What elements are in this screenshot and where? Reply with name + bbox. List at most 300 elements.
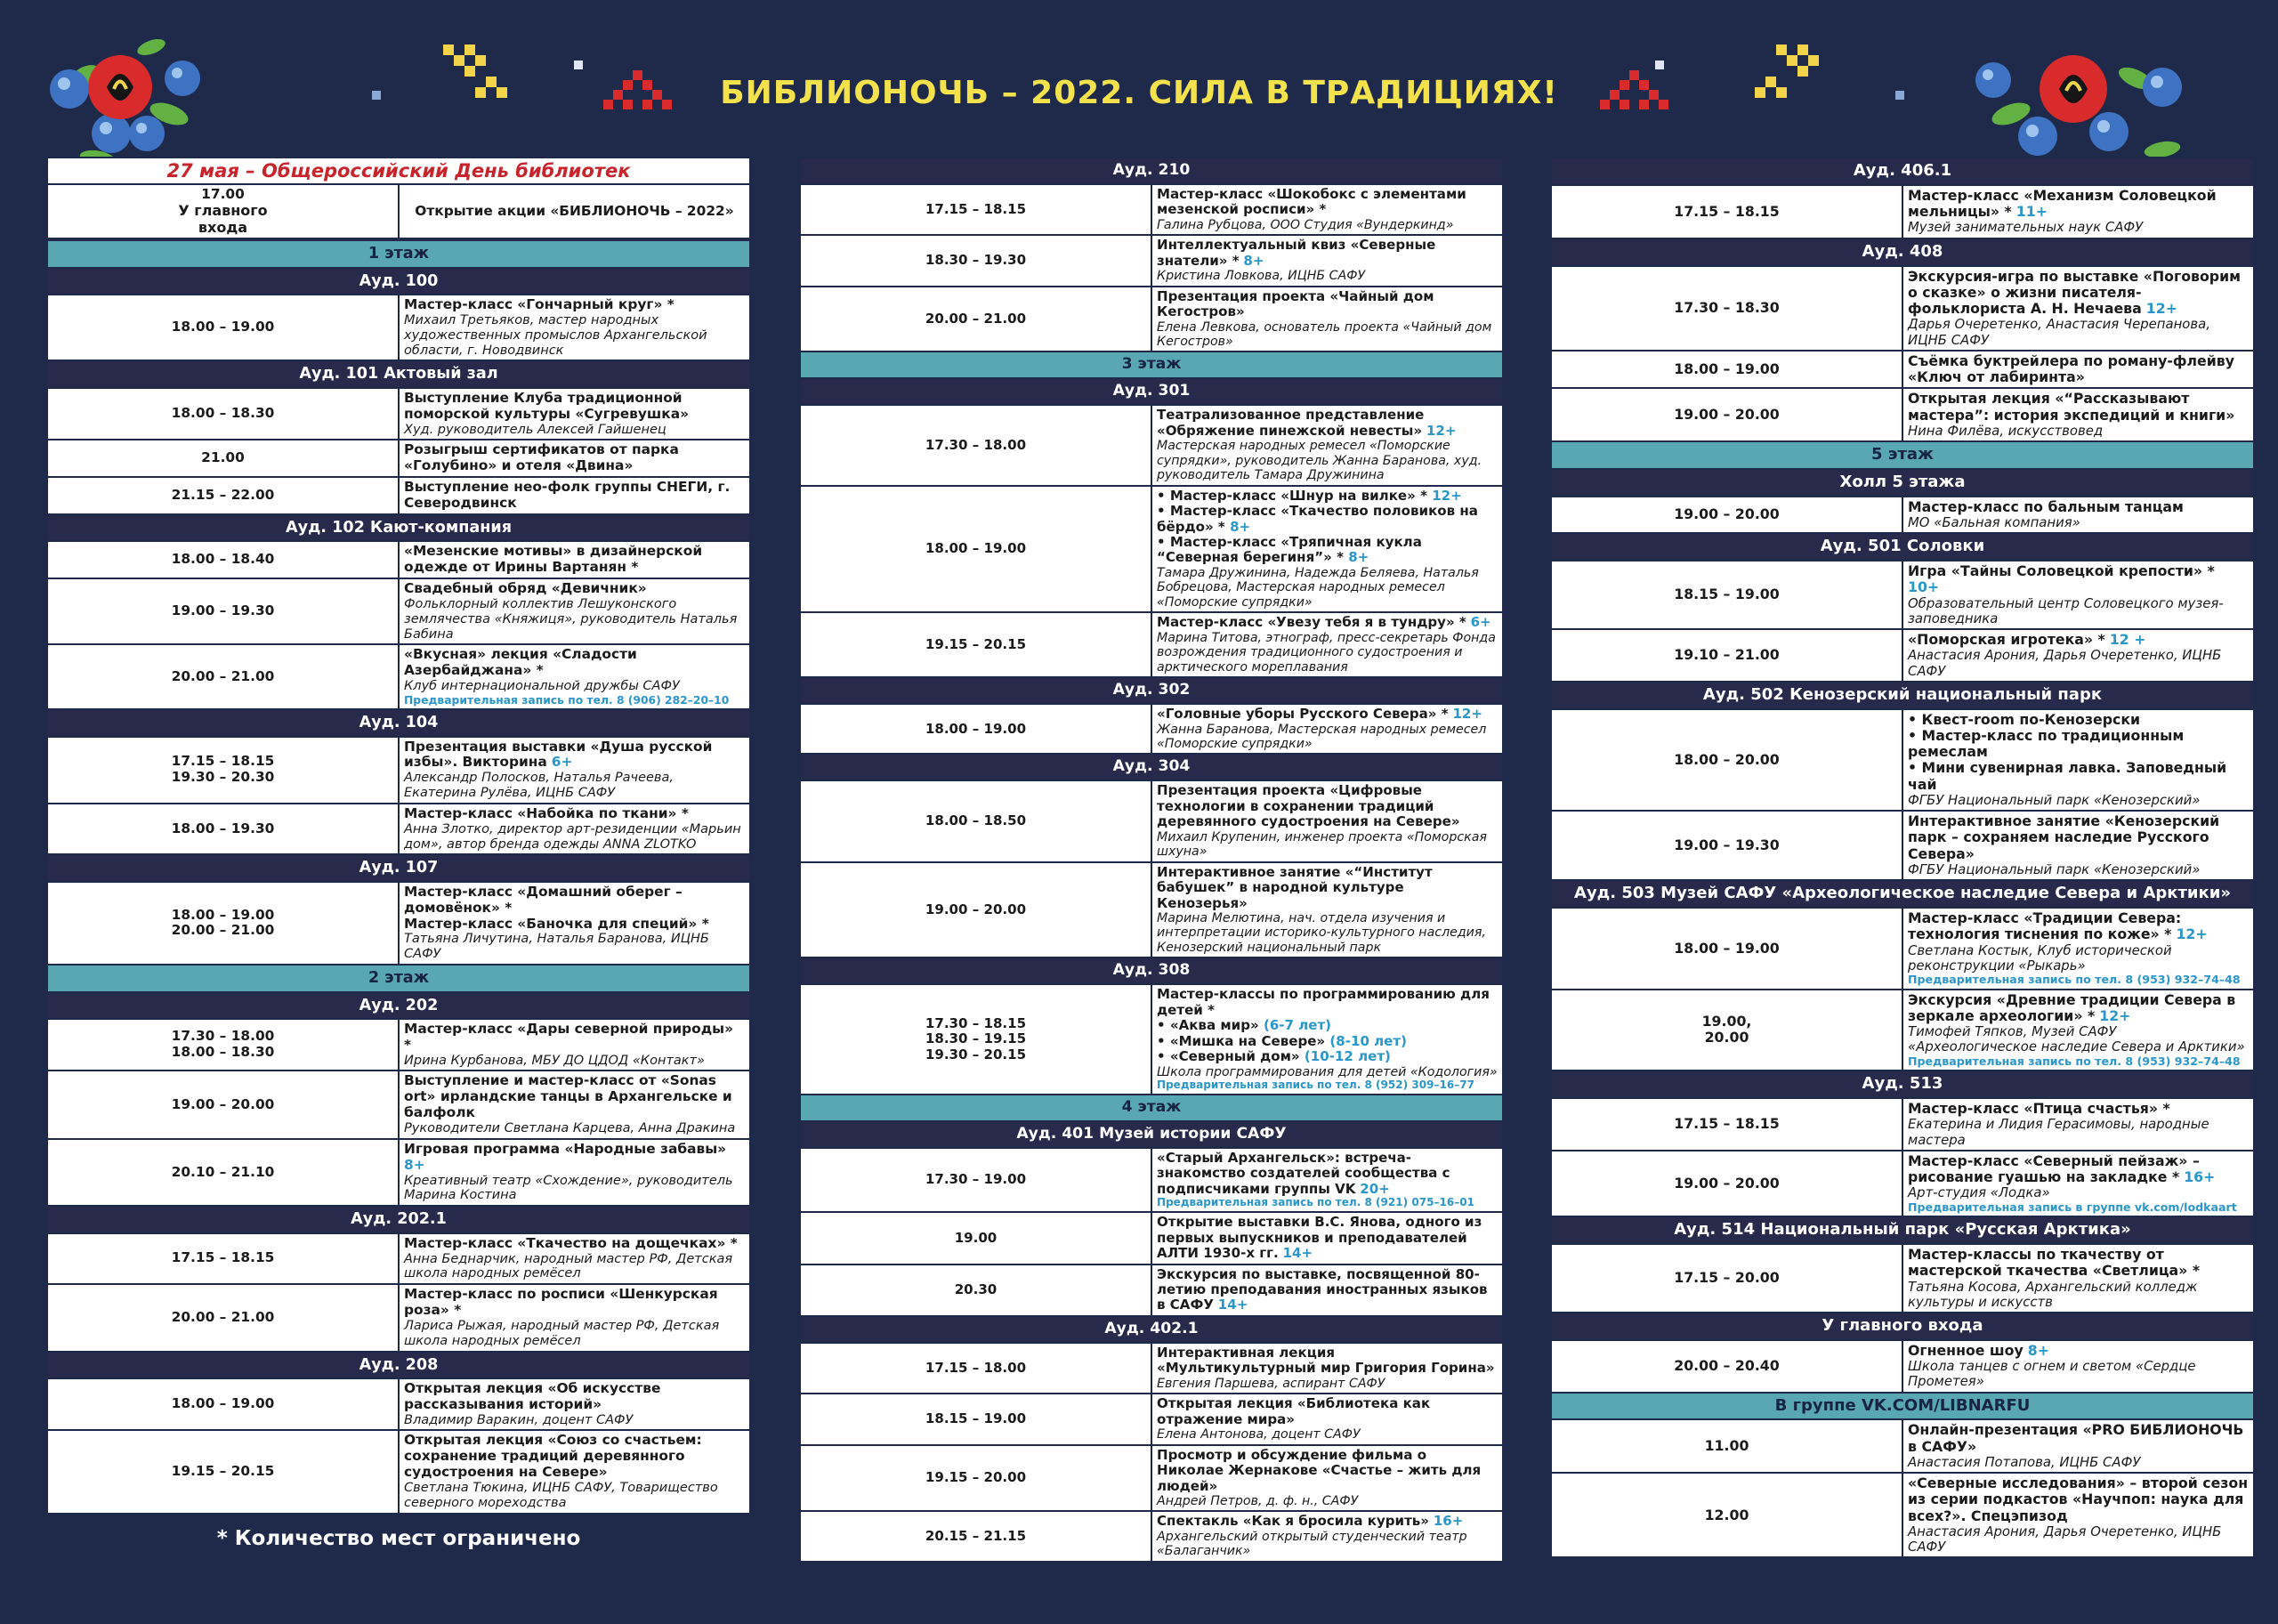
event-description bbox=[1151, 1212, 1503, 1264]
event-title: Открытие выставки В.С. Янова, одного из первых выпускников и преподавателей АЛТИ 1930-х гг. bbox=[1157, 1214, 1482, 1262]
event-list-item-text: • Мини сувенирная лавка. Заповедный чай bbox=[1908, 759, 2227, 793]
event-organizer: Лариса Рыжая, народный мастер РФ, Детская школа народных ремёсел bbox=[404, 1318, 720, 1348]
event-list-item bbox=[1157, 1018, 1498, 1033]
event-description bbox=[1151, 862, 1503, 958]
event-description bbox=[1151, 984, 1503, 1095]
opening-time-line: 17.00 bbox=[201, 186, 245, 203]
event-time: 19.00 – 20.00 bbox=[47, 1071, 399, 1138]
event-organizer: Светлана Тюкина, ИЦНБ САФУ, Товарищество северного мореходства bbox=[404, 1481, 718, 1510]
event-row bbox=[47, 1071, 750, 1138]
event-list-item-text: • Мастер-класс по традиционным ремеслам bbox=[1908, 726, 2185, 761]
room-header-row bbox=[47, 709, 750, 736]
event-row bbox=[1551, 1098, 2254, 1151]
event-row bbox=[1551, 990, 2254, 1071]
event-row bbox=[1551, 1473, 2254, 1557]
event-description bbox=[1902, 185, 2254, 238]
event-title: Мастер-класс по росписи «Шенкурская роза» * bbox=[404, 1286, 718, 1319]
age-badge: 8+ bbox=[404, 1156, 425, 1173]
event-organizer: Галина Рубцова, ООО Студия «Вундеркинд» bbox=[1157, 217, 1454, 232]
event-title: Театрализованное представление «Обряжение пинежской невесты» bbox=[1157, 407, 1425, 439]
page-title: БИБЛИОНОЧЬ – 2022. СИЛА В ТРАДИЦИЯХ! bbox=[720, 75, 1558, 111]
event-description bbox=[399, 1139, 750, 1206]
event-time: 18.00 – 18.40 bbox=[47, 541, 399, 578]
event-time: 17.30 – 18.30 bbox=[1551, 266, 1902, 351]
event-row bbox=[800, 984, 1503, 1095]
event-list-item-text: • Квест-room по-Кенозерски bbox=[1908, 710, 2141, 728]
event-row bbox=[800, 1148, 1503, 1212]
room-header-row bbox=[47, 854, 750, 881]
age-badge: 12+ bbox=[2176, 925, 2208, 943]
event-time: 21.00 bbox=[47, 440, 399, 477]
event-time: 18.00 – 19.00 bbox=[800, 704, 1151, 754]
event-time: 18.15 – 19.00 bbox=[1551, 561, 1902, 629]
event-description bbox=[399, 882, 750, 965]
event-organizer: Жанна Баранова, Мастерская народных ремесел «Поморские супрядки» bbox=[1157, 722, 1487, 751]
event-row bbox=[800, 780, 1503, 861]
event-title: Мастер-класс «Увезу тебя я в тундру» * bbox=[1157, 614, 1466, 631]
event-description bbox=[1902, 990, 2254, 1071]
age-badge: 8+ bbox=[2027, 1341, 2049, 1359]
age-badge: (10-12 лет) bbox=[1304, 1048, 1391, 1065]
event-title: Розыгрыш сертификатов от парка «Голубино» и отеля «Двина» bbox=[404, 441, 679, 474]
floor-header-row bbox=[1551, 1393, 2254, 1420]
event-title: Выступление и мастер-класс от «Sonas ort» ирландские танцы в Архангельске и балфолк bbox=[404, 1072, 732, 1121]
event-title: Мастер-классы по ткачеству от мастерской ткачества «Светлица» * bbox=[1908, 1246, 2201, 1280]
event-organizer: Школа программирования для детей «Кодология» bbox=[1157, 1064, 1498, 1079]
event-description bbox=[399, 1378, 750, 1431]
event-title: Интерактивное занятие «“Институт бабушек” в народной культуре Кенозерья» bbox=[1157, 863, 1433, 911]
registration-note: Предварительная запись по тел. 8 (921) 075–16–01 bbox=[1157, 1196, 1474, 1209]
event-list-item bbox=[1908, 760, 2249, 793]
event-description bbox=[1902, 629, 2254, 682]
event-description bbox=[1151, 780, 1503, 861]
age-badge: 20+ bbox=[1360, 1180, 1390, 1197]
event-title: «Старый Архангельск»: встреча-знакомство создателей сообщества с подписчиками группы VK bbox=[1157, 1149, 1450, 1197]
event-time: 19.00 – 20.00 bbox=[1551, 388, 1902, 441]
event-time: 19.00 – 20.00 bbox=[1551, 1151, 1902, 1216]
event-title: Онлайн-презентация «PRO БИБЛИОНОЧЬ в САФУ» bbox=[1908, 1421, 2244, 1455]
event-title: Выступление нео-фолк группы СНЕГИ, г. Северодвинск bbox=[404, 479, 731, 511]
event-description bbox=[1151, 235, 1503, 286]
room-header-row bbox=[800, 677, 1503, 704]
event-time: 19.10 – 21.00 bbox=[1551, 629, 1902, 682]
age-badge: 8+ bbox=[1230, 518, 1251, 535]
event-row bbox=[800, 405, 1503, 485]
event-row bbox=[1551, 629, 2254, 682]
event-time: 19.15 – 20.15 bbox=[47, 1430, 399, 1513]
opening-event: Открытие акции «БИБЛИОНОЧЬ – 2022» bbox=[399, 184, 750, 238]
event-title: Экскурсия по выставке, посвященной 80-летию преподавания иностранных языков в САФУ bbox=[1157, 1265, 1488, 1313]
event-list-item bbox=[1157, 535, 1498, 566]
event-time: 17.15 – 18.15 19.30 – 20.30 bbox=[47, 737, 399, 804]
event-description bbox=[1902, 1151, 2254, 1216]
event-time: 17.15 – 18.15 bbox=[800, 184, 1151, 235]
event-description bbox=[399, 644, 750, 709]
floor-header: 3 этаж bbox=[800, 351, 1503, 378]
room-header-row bbox=[1551, 158, 2254, 185]
event-organizer: Елена Левкова, основатель проекта «Чайный дом Кегостров» bbox=[1157, 319, 1492, 350]
age-badge: 8+ bbox=[1348, 549, 1369, 566]
age-badge: 8+ bbox=[1243, 252, 1264, 269]
event-row bbox=[800, 1445, 1503, 1512]
event-description bbox=[1902, 351, 2254, 389]
event-description bbox=[399, 1430, 750, 1513]
event-list-item-text: • Мастер-класс «Шнур на вилке» * bbox=[1157, 487, 1427, 504]
event-organizer: Ирина Курбанова, МБУ ДО ЦДОД «Контакт» bbox=[404, 1053, 705, 1068]
event-list-item bbox=[1157, 504, 1498, 535]
event-organizer: Марина Мелютина, нач. отдела изучения и интерпретации историко-культурного наследия, Кенозерский национальный парк bbox=[1157, 910, 1486, 955]
room-header: Ауд. 406.1 bbox=[1551, 158, 2254, 185]
event-organizer: ФГБУ Национальный парк «Кенозерский» bbox=[1908, 861, 2201, 878]
event-row bbox=[1551, 1244, 2254, 1313]
room-header-row bbox=[1551, 238, 2254, 266]
event-time: 21.15 – 22.00 bbox=[47, 477, 399, 514]
event-description bbox=[1151, 1445, 1503, 1512]
event-row bbox=[800, 612, 1503, 677]
event-list-item bbox=[1157, 1034, 1498, 1049]
event-time: 17.15 – 18.15 bbox=[47, 1233, 399, 1285]
event-description bbox=[399, 541, 750, 578]
age-badge: 12+ bbox=[2145, 300, 2177, 318]
age-badge: 6+ bbox=[1470, 614, 1491, 631]
room-header: Ауд. 100 bbox=[47, 268, 750, 295]
event-row bbox=[47, 440, 750, 477]
event-row bbox=[800, 1264, 1503, 1316]
event-organizer: МО «Бальная компания» bbox=[1908, 514, 2080, 531]
room-header-row bbox=[1551, 1313, 2254, 1340]
room-header-row bbox=[47, 268, 750, 295]
registration-note: Предварительная запись по тел. 8 (953) 932–74–48 bbox=[1908, 1054, 2241, 1068]
event-time: 20.00 – 21.00 bbox=[47, 644, 399, 709]
event-list-item bbox=[1157, 1049, 1498, 1064]
event-organizer: Креативный театр «Схождение», руководитель Марина Костина bbox=[404, 1173, 733, 1203]
event-row bbox=[47, 295, 750, 360]
event-description bbox=[1902, 709, 2254, 812]
event-row bbox=[47, 1139, 750, 1206]
room-header: Ауд. 102 Кают-компания bbox=[47, 514, 750, 541]
event-time: 19.00 – 20.00 bbox=[1551, 497, 1902, 533]
event-row bbox=[800, 1511, 1503, 1561]
room-header-row bbox=[47, 514, 750, 541]
event-time: 19.00 bbox=[800, 1212, 1151, 1264]
event-row bbox=[1551, 811, 2254, 880]
event-organizer: Музей занимательных наук САФУ bbox=[1908, 219, 2144, 236]
event-description bbox=[1902, 561, 2254, 629]
event-row bbox=[47, 388, 750, 440]
limited-seats-note: * Количество мест ограничено bbox=[216, 1526, 581, 1550]
floor-header: В группе VK.COM/LIBNARFU bbox=[1551, 1393, 2254, 1420]
room-header: Ауд. 308 bbox=[800, 957, 1503, 984]
age-badge: 6+ bbox=[551, 754, 573, 771]
event-description bbox=[399, 477, 750, 514]
age-badge: 12+ bbox=[1432, 487, 1462, 504]
room-header: Ауд. 210 bbox=[800, 158, 1503, 184]
event-title: «Северные исследования» – второй сезон из серии подкастов «Научпоп: наука для всех?». Спецэпизод bbox=[1908, 1475, 2249, 1524]
opening-time-line: У главного bbox=[178, 202, 268, 220]
event-title: Презентация проекта «Чайный дом Кегостров» bbox=[1157, 287, 1434, 320]
event-title: Открытая лекция «Союз со счастьем: сохранение традиций деревянного судостроения на Севере» bbox=[404, 1432, 702, 1481]
schedule-table bbox=[1550, 157, 2255, 1558]
room-header: Ауд. 514 Национальный парк «Русская Арктика» bbox=[1551, 1216, 2254, 1244]
event-title: Экскурсия-игра по выставке «Поговорим о сказке» о жизни писателя-фольклориста А. Н. Нечаева bbox=[1908, 267, 2241, 318]
event-title: Презентация проекта «Цифровые технологии в сохранении традиций деревянного судостроения на Севере» bbox=[1157, 782, 1460, 830]
room-header-row bbox=[47, 1206, 750, 1232]
age-badge: 12+ bbox=[2099, 1006, 2131, 1024]
event-time: 18.15 – 19.00 bbox=[800, 1394, 1151, 1444]
event-organizer: Андрей Петров, д. ф. н., САФУ bbox=[1157, 1493, 1359, 1508]
room-header: Ауд. 502 Кенозерский национальный парк bbox=[1551, 682, 2254, 709]
event-title: Открытая лекция «Библиотека как отражение мира» bbox=[1157, 1395, 1431, 1427]
event-time: 20.00 – 21.00 bbox=[800, 287, 1151, 352]
event-row bbox=[1551, 266, 2254, 351]
event-time: 17.30 – 18.00 bbox=[800, 405, 1151, 485]
event-list-item-text: • «Северный дом» bbox=[1157, 1048, 1300, 1065]
age-badge: 16+ bbox=[2184, 1168, 2216, 1186]
event-time: 17.30 – 19.00 bbox=[800, 1148, 1151, 1212]
event-row bbox=[800, 486, 1503, 613]
event-description bbox=[1151, 1394, 1503, 1444]
event-time: 19.00 – 19.30 bbox=[1551, 811, 1902, 880]
event-row bbox=[800, 704, 1503, 754]
event-organizer: Анастасия Арония, Дарья Очеретенко, ИЦНБ САФУ bbox=[1908, 647, 2222, 679]
age-badge: 12 + bbox=[2109, 631, 2146, 649]
event-row bbox=[800, 184, 1503, 235]
room-header: Ауд. 513 bbox=[1551, 1071, 2254, 1098]
room-header: У главного входа bbox=[1551, 1313, 2254, 1340]
schedule-column-3 bbox=[1550, 157, 2255, 1558]
event-row bbox=[47, 804, 750, 855]
event-title: Интерактивная лекция «Мультикультурный мир Григория Горина» bbox=[1157, 1344, 1495, 1377]
floor-header-row bbox=[1551, 441, 2254, 469]
event-organizer: Руководители Светлана Карцева, Анна Дракина bbox=[404, 1121, 736, 1136]
room-header: Ауд. 202.1 bbox=[47, 1206, 750, 1232]
event-time: 18.00 – 20.00 bbox=[1551, 709, 1902, 812]
event-organizer: Михаил Крупенин, инженер проекта «Поморская шхуна» bbox=[1157, 829, 1487, 860]
event-description bbox=[399, 388, 750, 440]
event-row bbox=[1551, 185, 2254, 238]
event-organizer: Михаил Третьяков, мастер народных художественных промыслов Архангельской области, г. Новодвинск bbox=[404, 312, 707, 358]
floor-header: 2 этаж bbox=[47, 965, 750, 991]
event-title: Мастер-классы по программированию для детей * bbox=[1157, 986, 1490, 1018]
event-time: 17.15 – 18.15 bbox=[1551, 1098, 1902, 1151]
event-row bbox=[47, 644, 750, 709]
room-header: Ауд. 101 Актовый зал bbox=[47, 360, 750, 387]
floor-header: 5 этаж bbox=[1551, 441, 2254, 469]
event-row bbox=[1551, 351, 2254, 389]
event-description bbox=[399, 1019, 750, 1071]
event-organizer: Мастерская народных ремесел «Поморские супрядки», руководитель Жанна Баранова, худ. руководитель Тамара Дружинина bbox=[1157, 439, 1482, 483]
event-description bbox=[1902, 1340, 2254, 1393]
event-title: Открытая лекция «Об искусстве рассказывания историй» bbox=[404, 1379, 661, 1412]
event-organizer: Школа танцев с огнем и светом «Сердце Прометея» bbox=[1908, 1358, 2196, 1390]
event-row bbox=[47, 541, 750, 578]
event-row bbox=[47, 1378, 750, 1431]
room-header-row bbox=[1551, 880, 2254, 908]
event-time: 20.00 – 20.40 bbox=[1551, 1340, 1902, 1393]
event-time: 20.00 – 21.00 bbox=[47, 1284, 399, 1351]
floor-header-row bbox=[47, 965, 750, 991]
event-organizer: Анастасия Потапова, ИЦНБ САФУ bbox=[1908, 1453, 2141, 1470]
event-organizer: Фольклорный коллектив Лешуконского землячества «Княжиця», руководитель Наталья Бабина bbox=[404, 596, 738, 642]
event-row bbox=[1551, 561, 2254, 629]
room-header-row bbox=[1551, 1071, 2254, 1098]
room-header-row bbox=[1551, 682, 2254, 709]
event-row bbox=[1551, 388, 2254, 441]
age-badge: 16+ bbox=[1433, 1513, 1464, 1530]
event-title: «Поморская игротека» * bbox=[1908, 631, 2105, 649]
event-organizer: Клуб интернациональной дружбы САФУ bbox=[404, 679, 680, 694]
event-row bbox=[47, 578, 750, 644]
event-title: Просмотр и обсуждение фильма о Николае Жернакове «Счастье – жить для людей» bbox=[1157, 1446, 1482, 1494]
event-list-item bbox=[1908, 728, 2249, 761]
event-description bbox=[399, 804, 750, 855]
event-title: Мастер-класс «Дары северной природы» * bbox=[404, 1020, 734, 1053]
event-row bbox=[800, 235, 1503, 286]
age-badge: 14+ bbox=[1282, 1245, 1313, 1262]
event-description bbox=[399, 440, 750, 477]
event-organizer: Елена Антонова, доцент САФУ bbox=[1157, 1427, 1361, 1442]
event-title: Мастер-класс «Традиции Севера: технология тиснения по коже» * bbox=[1908, 909, 2182, 943]
event-title: Экскурсия «Древние традиции Севера в зеркале археологии» * bbox=[1908, 990, 2236, 1024]
event-title: Мастер-класс по бальным танцам bbox=[1908, 497, 2184, 515]
room-header: Ауд. 208 bbox=[47, 1352, 750, 1378]
event-row bbox=[47, 1284, 750, 1351]
floor-header: 4 этаж bbox=[800, 1095, 1503, 1121]
room-header-row bbox=[1551, 1216, 2254, 1244]
event-title: Мастер-класс «Механизм Соловецкой мельницы» * bbox=[1908, 186, 2217, 221]
room-header-row bbox=[1551, 533, 2254, 561]
floor-header: 1 этаж bbox=[47, 240, 750, 267]
room-header: Ауд. 503 Музей САФУ «Археологическое наследие Севера и Арктики» bbox=[1551, 880, 2254, 908]
event-title: Мастер-класс «Ткачество на дощечках» * bbox=[404, 1234, 738, 1251]
room-header-row bbox=[800, 1121, 1503, 1148]
event-row bbox=[800, 1343, 1503, 1394]
event-time: 18.00 – 19.00 bbox=[800, 486, 1151, 613]
event-row bbox=[800, 1394, 1503, 1444]
event-organizer: Худ. руководитель Алексей Гайшенец bbox=[404, 422, 666, 437]
event-organizer: ФГБУ Национальный парк «Кенозерский» bbox=[1908, 792, 2201, 808]
event-list-item-text: • Мастер-класс «Тряпичная кукла “Северная берегиня”» * bbox=[1157, 534, 1422, 566]
room-header-row bbox=[47, 1352, 750, 1378]
event-time: 11.00 bbox=[1551, 1419, 1902, 1473]
room-header: Ауд. 107 bbox=[47, 854, 750, 881]
event-organizer: Марина Титова, этнограф, пресс-секретарь Фонда возрождения традиционного судостроения и арктического мореплавания bbox=[1157, 630, 1496, 675]
event-time: 17.15 – 18.00 bbox=[800, 1343, 1151, 1394]
event-time: 18.00 – 19.00 bbox=[1551, 351, 1902, 389]
event-description bbox=[1151, 486, 1503, 613]
room-header: Ауд. 402.1 bbox=[800, 1316, 1503, 1343]
event-title: Мастер-класс «Домашний оберег – домовёнок» * Мастер-класс «Баночка для специй» * bbox=[404, 883, 709, 932]
event-time: 19.15 – 20.00 bbox=[800, 1445, 1151, 1512]
event-row bbox=[47, 1233, 750, 1285]
event-title: Съёмка буктрейлера по роману-флейву «Ключ от лабиринта» bbox=[1908, 351, 2235, 385]
event-title: Игра «Тайны Соловецкой крепости» * bbox=[1908, 562, 2215, 580]
event-organizer: Светлана Костык, Клуб исторической реконструкции «Рыкарь» bbox=[1908, 941, 2172, 974]
room-header: Ауд. 302 bbox=[800, 677, 1503, 704]
event-description bbox=[1902, 1244, 2254, 1313]
floor-header-row bbox=[47, 240, 750, 267]
event-title: Выступление Клуба традиционной поморской культуры «Сугревушка» bbox=[404, 389, 690, 422]
room-header: Ауд. 304 bbox=[800, 754, 1503, 780]
event-description bbox=[399, 578, 750, 644]
event-description bbox=[1902, 1473, 2254, 1557]
event-row bbox=[1551, 1151, 2254, 1216]
event-organizer: Владимир Варакин, доцент САФУ bbox=[404, 1412, 634, 1427]
age-badge: 10+ bbox=[1908, 578, 1940, 596]
room-header-row bbox=[800, 158, 1503, 184]
event-organizer: Татьяна Косова, Архангельский колледж культуры и искусств bbox=[1908, 1278, 2198, 1310]
event-time: 17.30 – 18.00 18.00 – 18.30 bbox=[47, 1019, 399, 1071]
room-header: Ауд. 202 bbox=[47, 992, 750, 1019]
event-title: «Мезенские мотивы» в дизайнерской одежде от Ирины Вартанян * bbox=[404, 543, 703, 576]
event-description bbox=[1902, 1419, 2254, 1473]
event-organizer: Арт-студия «Лодка» bbox=[1908, 1184, 2050, 1201]
event-row bbox=[47, 737, 750, 804]
room-header: Ауд. 301 bbox=[800, 378, 1503, 405]
registration-note: Предварительная запись в группе vk.com/lodkaart bbox=[1908, 1200, 2237, 1214]
event-organizer: Татьяна Личутина, Наталья Баранова, ИЦНБ САФУ bbox=[404, 932, 709, 962]
event-row bbox=[47, 477, 750, 514]
event-title: Интеллектуальный квиз «Северные знатели» * bbox=[1157, 237, 1436, 269]
room-header-row bbox=[800, 957, 1503, 984]
event-list-item-text: • Мастер-класс «Ткачество половиков на бёрдо» * bbox=[1157, 503, 1478, 535]
event-row bbox=[1551, 908, 2254, 990]
event-organizer: Тимофей Тяпков, Музей САФУ «Археологическое наследие Севера и Арктики» bbox=[1908, 1023, 2245, 1055]
event-organizer: Анастасия Арония, Дарья Очеретенко, ИЦНБ САФУ bbox=[1908, 1523, 2222, 1555]
event-description bbox=[1151, 1511, 1503, 1561]
room-header-row bbox=[800, 1316, 1503, 1343]
event-time: 20.15 – 21.15 bbox=[800, 1511, 1151, 1561]
event-description bbox=[399, 1284, 750, 1351]
age-badge: (8-10 лет) bbox=[1329, 1032, 1407, 1049]
event-organizer: Кристина Ловкова, ИЦНБ САФУ bbox=[1157, 269, 1366, 284]
event-title: «Вкусная» лекция «Сладости Азербайджана» * bbox=[404, 646, 637, 679]
event-description bbox=[399, 1071, 750, 1138]
event-time: 18.00 – 19.00 bbox=[1551, 908, 1902, 990]
age-badge: 12+ bbox=[1426, 422, 1457, 439]
event-organizer: Александр Полосков, Наталья Рачеева, Екатерина Рулёва, ИЦНБ САФУ bbox=[404, 771, 674, 801]
event-time: 18.30 – 19.30 bbox=[800, 235, 1151, 286]
event-time: 12.00 bbox=[1551, 1473, 1902, 1557]
event-organizer: Тамара Дружинина, Надежда Беляева, Наталья Бобрецова, Мастерская народных ремесел «Поморские супрядки» bbox=[1157, 565, 1479, 610]
opening-time bbox=[47, 184, 399, 238]
schedule-table bbox=[46, 239, 751, 1514]
event-description bbox=[1151, 405, 1503, 485]
room-header: Ауд. 501 Соловки bbox=[1551, 533, 2254, 561]
event-list-item-text: • «Мишка на Севере» bbox=[1157, 1032, 1326, 1049]
event-title: Спектакль «Как я бросила курить» bbox=[1157, 1513, 1430, 1530]
schedule-column-2 bbox=[799, 157, 1504, 1563]
event-row bbox=[800, 1212, 1503, 1264]
registration-note: Предварительная запись по тел. 8 (952) 309–16–77 bbox=[1157, 1079, 1474, 1092]
age-badge: 11+ bbox=[2015, 203, 2048, 221]
schedule-column-1 bbox=[46, 157, 751, 1550]
room-header: Ауд. 408 bbox=[1551, 238, 2254, 266]
day-header: 27 мая – Общероссийский День библиотек bbox=[47, 158, 750, 184]
registration-note: Предварительная запись по тел. 8 (953) 932–74–48 bbox=[1908, 973, 2241, 987]
floor-header-row bbox=[800, 1095, 1503, 1121]
event-organizer: Образовательный центр Соловецкого музея-заповедника bbox=[1908, 594, 2224, 626]
event-time: 18.00 – 19.00 bbox=[47, 1378, 399, 1431]
age-badge: (6-7 лет) bbox=[1263, 1017, 1332, 1034]
event-time: 17.30 – 18.15 18.30 – 19.15 19.30 – 20.15 bbox=[800, 984, 1151, 1095]
event-title: Игровая программа «Народные забавы» bbox=[404, 1140, 727, 1157]
event-description bbox=[1902, 811, 2254, 880]
room-header-row bbox=[800, 754, 1503, 780]
age-badge: 12+ bbox=[1452, 706, 1482, 723]
event-time: 20.10 – 21.10 bbox=[47, 1139, 399, 1206]
event-description bbox=[1902, 497, 2254, 533]
